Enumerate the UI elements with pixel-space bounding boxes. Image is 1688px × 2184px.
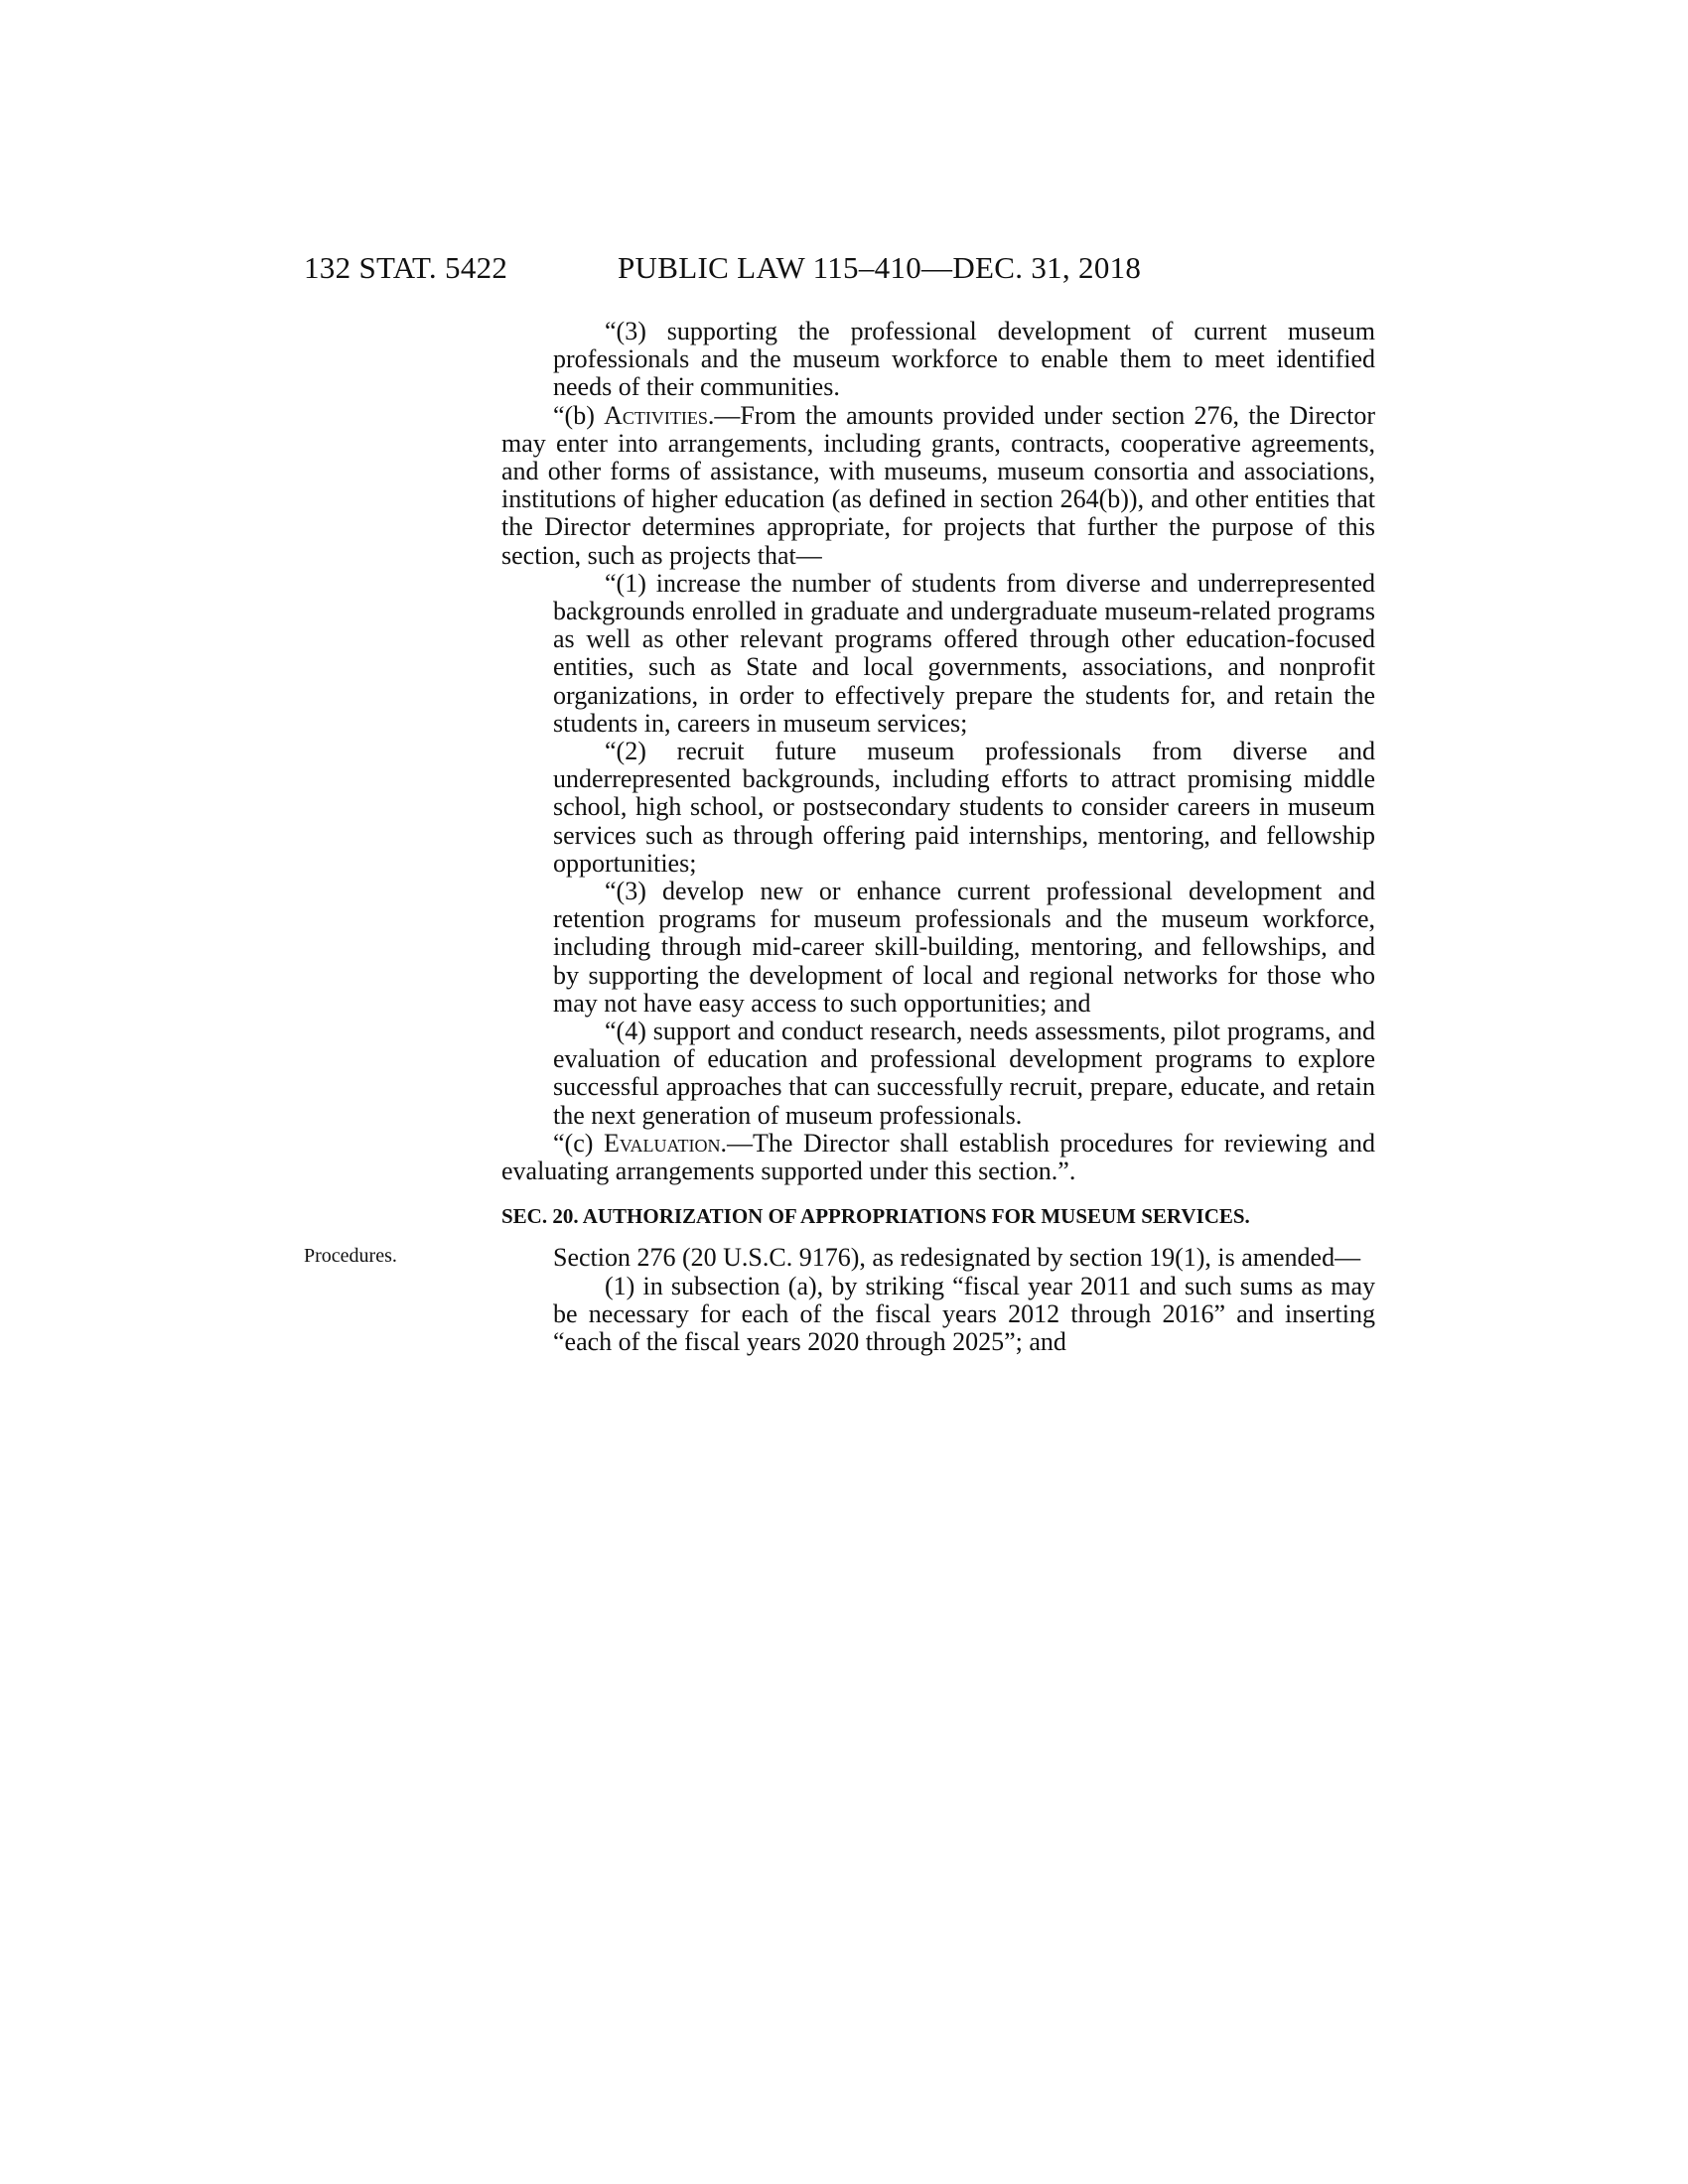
- paragraph-b2: “(2) recruit future museum professionals from diverse and underrepresented backgrounds, including efforts to attract promising middle school, high school, or postsecondary students to consider careers in museum services such as through offering paid internships, mentoring, and fellowship opportunities;: [553, 737, 1375, 878]
- margin-note-procedures: Procedures.: [304, 1245, 397, 1267]
- paragraph-b1: “(1) increase the number of students from diverse and underrepresented backgrounds enrolled in graduate and undergraduate museum-related programs as well as other relevant programs offered through other education-focused entities, such as State and local governments, associations, and nonprofit organizations, in order to effectively prepare the students for, and retain the students in, careers in museum services;: [553, 568, 1375, 738]
- document-body: [501, 318, 1375, 1356]
- b-text: .—From the amounts provided under section 276, the Director may enter into arrangements, including grants, contracts, cooperative agreements, and other forms of assistance, with museums, museum consortia and associations, institutions of higher education (as defined in section 264(b)), and other entities that the Director determines appropriate, for projects that further the purpose of this section, such as projects that—: [501, 400, 1375, 570]
- paragraph-b-activities: [501, 402, 1375, 570]
- paragraph-c-evaluation: [501, 1130, 1375, 1185]
- paragraph-b4: “(4) support and conduct research, needs assessments, pilot programs, and evaluation of education and professional development programs to explore successful approaches that can successfully recruit, prepare, educate, and retain the next generation of museum professionals.: [553, 1017, 1375, 1130]
- c-heading: Evaluation: [603, 1128, 721, 1158]
- paragraph-sec20-1: (1) in subsection (a), by striking “fiscal year 2011 and such sums as may be necessary for each of the fiscal years 2012 through 2016” and inserting “each of the fiscal years 2020 through 2025”; and: [553, 1271, 1375, 1356]
- b-heading: Activities: [604, 400, 708, 430]
- page-number: 132 STAT. 5422: [304, 250, 508, 285]
- paragraph-a3: “(3) supporting the professional development of current museum professionals and the museum workforce to enable them to meet identified needs of their communities.: [553, 317, 1375, 402]
- c-text: .—The Director shall establish procedures for reviewing and evaluating arrangements supported under this section.”.: [501, 1128, 1375, 1186]
- page-header: [0, 250, 1688, 290]
- c-lead: “(c): [553, 1128, 604, 1158]
- paragraph-sec20-intro: Section 276 (20 U.S.C. 9176), as redesignated by section 19(1), is amended—: [553, 1243, 1361, 1273]
- section-20-heading: SEC. 20. AUTHORIZATION OF APPROPRIATIONS FOR MUSEUM SERVICES.: [501, 1204, 1250, 1229]
- b-lead: “(b): [553, 400, 605, 430]
- paragraph-b3: “(3) develop new or enhance current professional development and retention programs for museum professionals and the museum workforce, including through mid-career skill-building, mentoring, and fellowships, and by supporting the development of local and regional networks for those who may not have easy access to such opportunities; and: [553, 877, 1375, 1018]
- running-head: PUBLIC LAW 115–410—DEC. 31, 2018: [618, 250, 1142, 285]
